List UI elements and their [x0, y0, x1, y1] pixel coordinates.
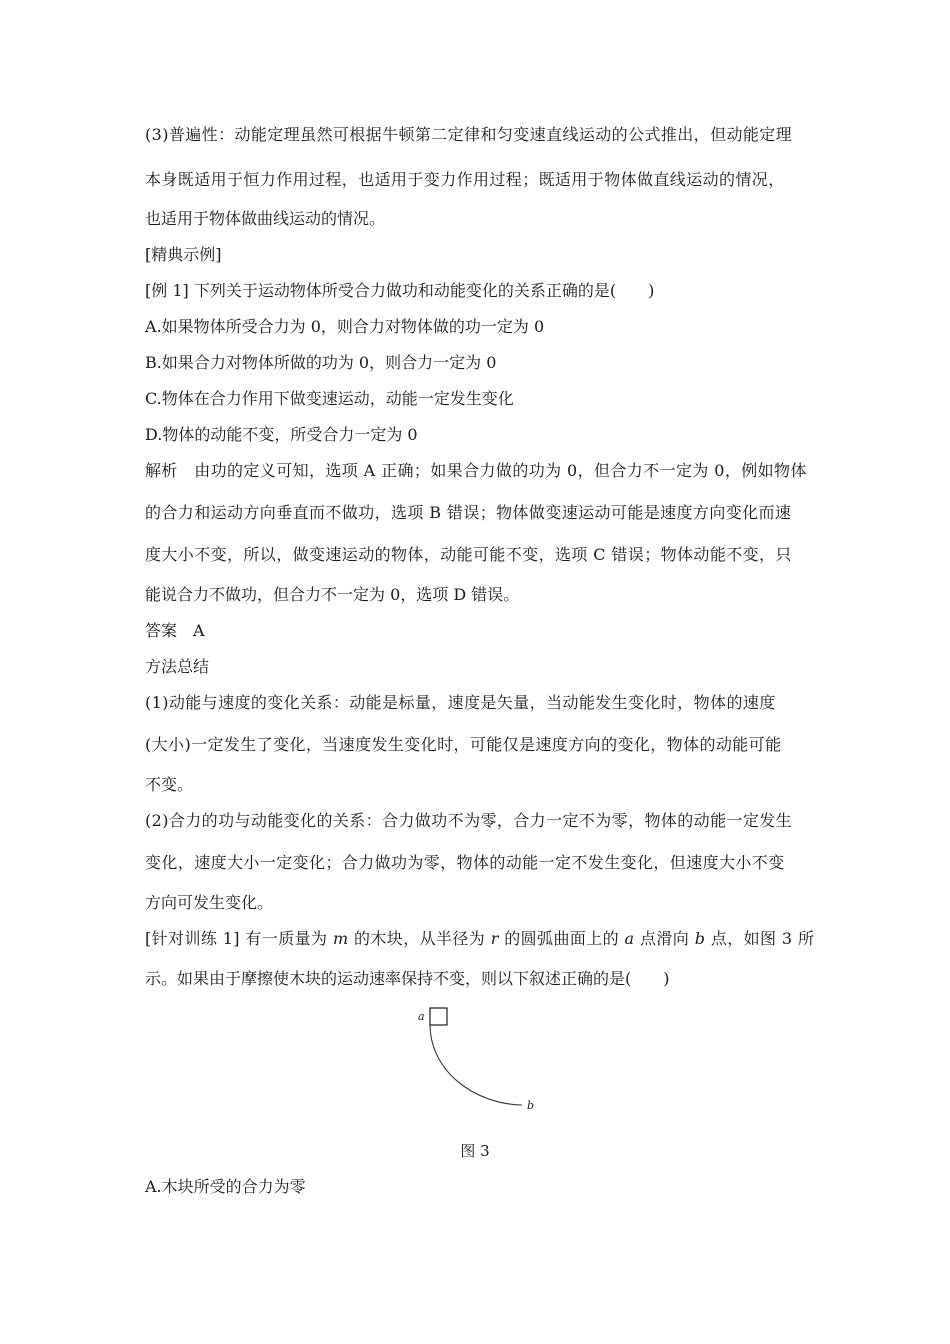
- paragraph-universality-line2: 本身既适用于恒力作用过程，也适用于变力作用过程；既适用于物体做直线运动的情况，: [145, 170, 785, 189]
- training-1-question-line2: 示。如果由于摩擦使木块的运动速率保持不变，则以下叙述正确的是( ): [145, 969, 670, 988]
- section-heading-examples: [精典示例]: [145, 245, 222, 264]
- training-1-text-mid3: 点滑向: [634, 929, 695, 948]
- method-summary-title: 方法总结: [145, 657, 210, 676]
- method-1-line3: 不变。: [145, 775, 194, 794]
- analysis-line2: 的合力和运动方向垂直而不做功，选项 B 错误；物体做变速运动可能是速度方向变化而速: [145, 503, 792, 522]
- training-option-a: A.木块所受的合力为零: [145, 1177, 306, 1196]
- arc-diagram-svg: [410, 1000, 540, 1115]
- method-2-line2: 变化，速度大小一定变化；合力做功为零，物体的动能一定不发生变化，但速度大小不变: [145, 853, 785, 872]
- variable-b: b: [694, 929, 706, 948]
- training-1-text-mid2: 的圆弧曲面上的: [498, 929, 625, 948]
- method-1-line2: (大小)一定发生了变化，当速度发生变化时，可能仅是速度方向的变化，物体的动能可能: [145, 735, 782, 754]
- training-1-question-line1: [145, 929, 815, 949]
- variable-m: m: [332, 929, 349, 948]
- method-2-line3: 方向可发生变化。: [145, 893, 274, 912]
- paragraph-universality-line3: 也适用于物体做曲线运动的情况。: [145, 209, 386, 228]
- point-label-a: a: [418, 1010, 425, 1023]
- arc-curve: [430, 1025, 522, 1105]
- analysis-line4: 能说合力不做功，但合力不一定为 0，选项 D 错误。: [145, 585, 520, 604]
- answer: 答案 A: [145, 621, 205, 640]
- training-1-text-mid1: 的木块，从半径为: [348, 929, 491, 948]
- variable-a: a: [624, 929, 635, 948]
- figure-3-arc-diagram: [410, 1000, 540, 1115]
- wooden-block-square: [430, 1008, 447, 1025]
- option-d: D.物体的动能不变，所受合力一定为 0: [145, 425, 418, 444]
- paragraph-universality-line1: (3)普遍性：动能定理虽然可根据牛顿第二定律和匀变速直线运动的公式推出，但动能定理: [145, 125, 793, 144]
- analysis-line1: 解析 由功的定义可知，选项 A 正确；如果合力做的功为 0，但合力不一定为 0，例如物体: [145, 461, 807, 480]
- method-2-line1: (2)合力的功与动能变化的关系：合力做功不为零，合力一定不为零，物体的动能一定发生: [145, 811, 793, 830]
- figure-caption: 图 3: [460, 1142, 490, 1160]
- option-b: B.如果合力对物体所做的功为 0，则合力一定为 0: [145, 353, 497, 372]
- option-a: A.如果物体所受合力为 0，则合力对物体做的功一定为 0: [145, 317, 545, 336]
- training-1-text-post: 点，如图 3 所: [705, 929, 815, 948]
- analysis-line3: 度大小不变，所以，做变速运动的物体，动能可能不变，选项 C 错误；物体动能不变，只: [145, 545, 792, 564]
- point-label-b: b: [527, 1099, 535, 1112]
- training-1-text-pre: [针对训练 1] 有一质量为: [145, 929, 333, 948]
- option-c: C.物体在合力作用下做变速运动，动能一定发生变化: [145, 389, 514, 408]
- method-1-line1: (1)动能与速度的变化关系：动能是标量，速度是矢量，当动能发生变化时，物体的速度: [145, 693, 776, 712]
- variable-r: r: [490, 929, 499, 948]
- example-1-question: [例 1] 下列关于运动物体所受合力做功和动能变化的关系正确的是( ): [145, 281, 655, 300]
